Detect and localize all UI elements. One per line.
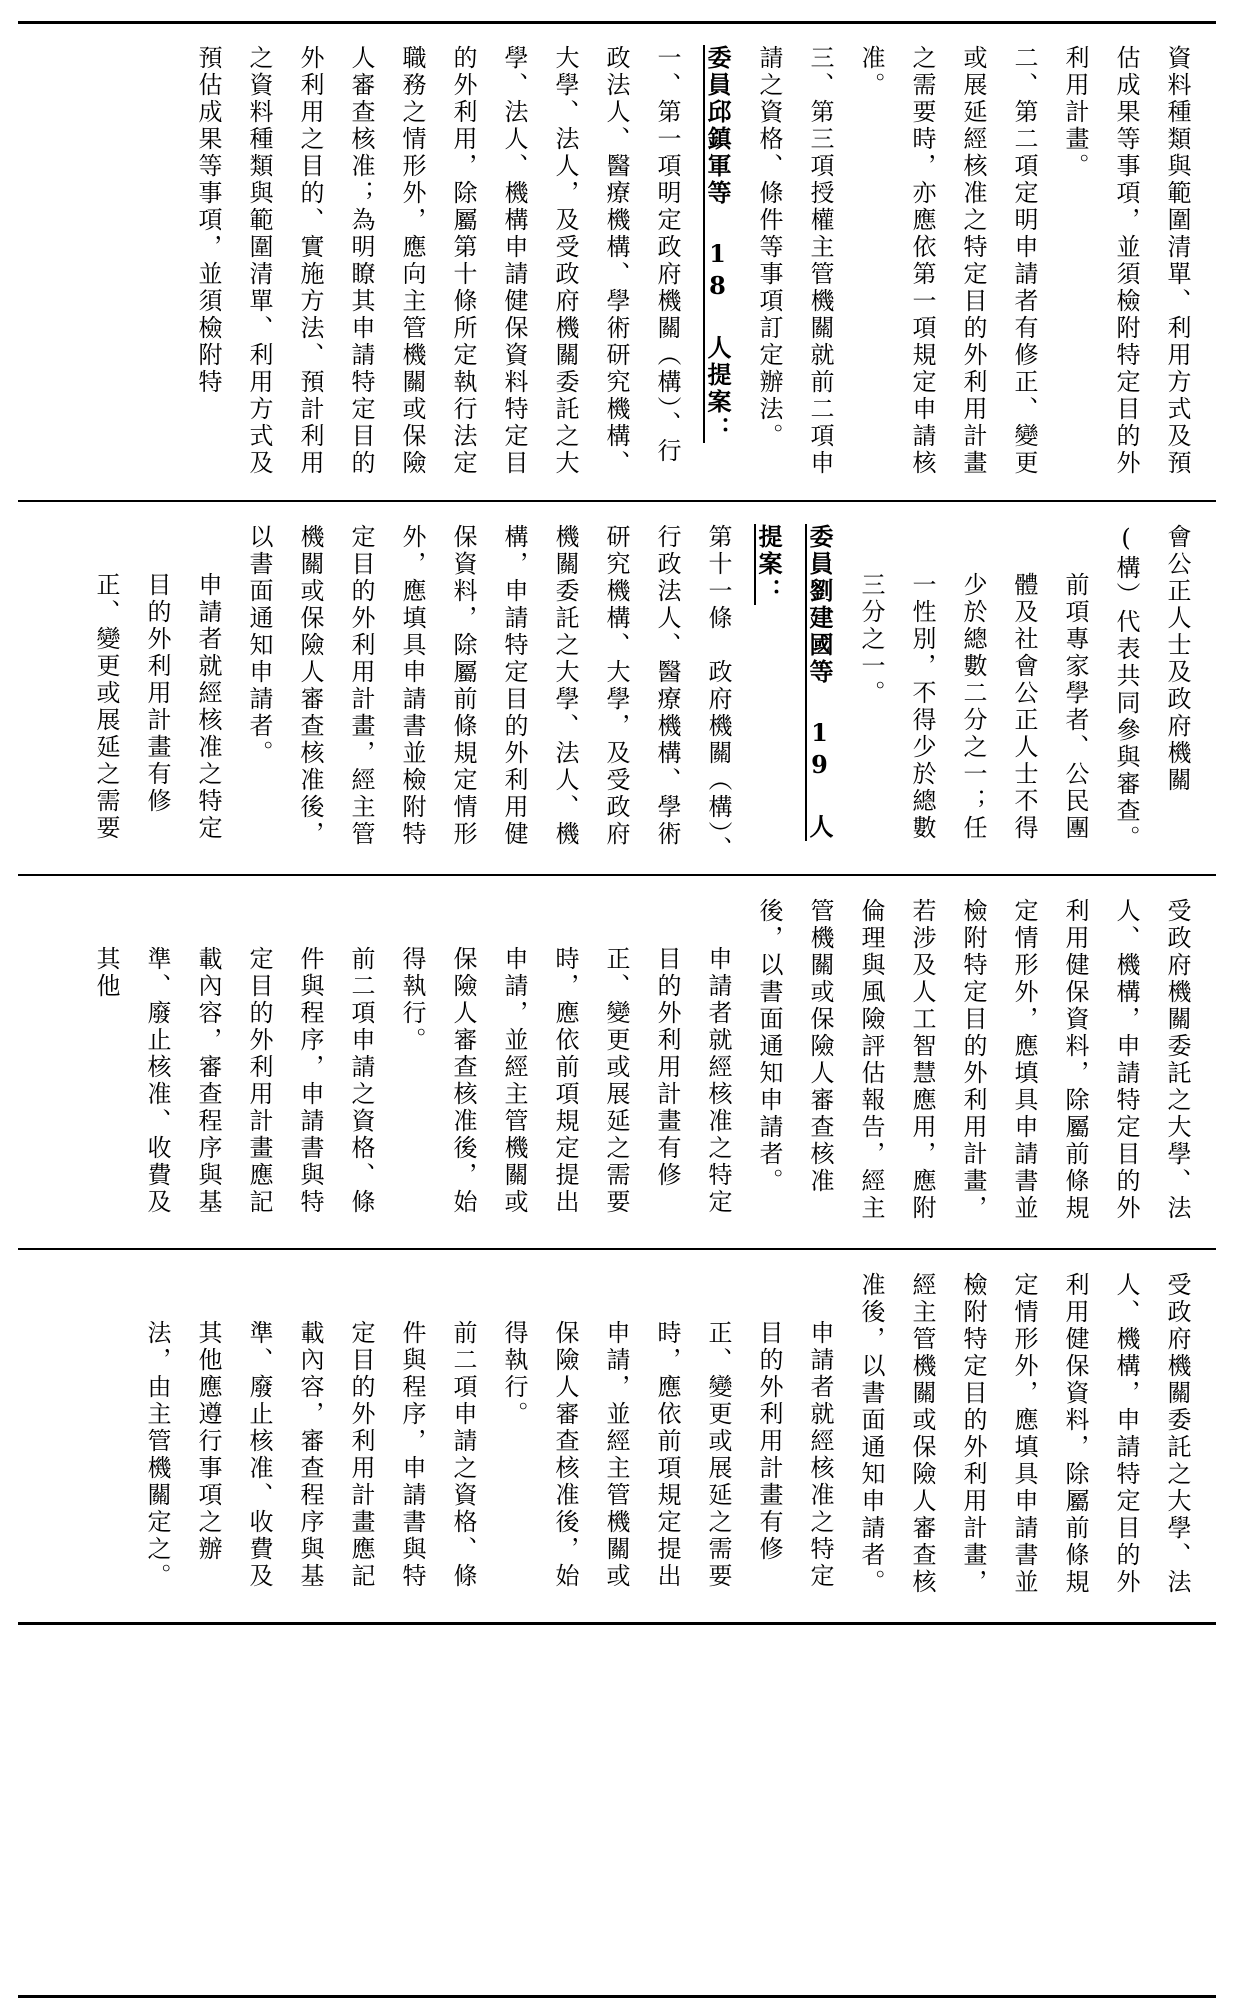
paragraph: 前二項申請之資格、條件與程序，申請書與特定目的外利用計畫應記載內容，審查程序與基準、廢止核准、收費及其他應遵行事項之辦法，由主管機關定之。 [143,1320,477,1590]
column-3-text [18,876,1216,1248]
paragraph: 受政府機關委託之大學、法人、機構，申請特定目的外利用健保資料，除屬前條規定情形外，應填具申請書並檢附特定目的外利用計畫，若涉及人工智慧應用，應附倫理與風險評估報告，經主管機關或保險人審查核准後，以書面通知申請者。 [755,898,1191,1222]
column-1-text [18,23,1216,500]
paragraph: 第十一條 政府機關（構）、行政法人、醫療機構、學術研究機構、大學，及受政府機關委託之大學、法人、機構，申請特定目的外利用健保資料，除屬前條規定情形外，應填具申請書並檢附特定目的外利用計畫，經主管機關或保險人審查核准後，以書面通知申請者。 [245,524,732,863]
page-bottom-rule [18,1995,1216,1998]
proposal-heading: 委員邱鎮軍等 18 人提案： [703,45,732,443]
paragraph: 申請者就經核准之特定目的外利用計畫有修正、變更或展延之需要 [92,572,222,842]
column-1 [18,23,1216,500]
paragraph: 二、第二項定明申請者有修正、變更或展延經核准之特定目的外利用計畫之需要時，亦應依第一項規定申請核准。 [857,45,1038,477]
column-2-text [18,502,1216,874]
paragraph: 會公正人士及政府機關(構）代表共同參與審查。 [1112,524,1191,852]
paragraph: 申請者就經核准之特定目的外利用計畫有修正、變更或展延之需要時，應依前項規定提出申請，並經主管機關或保險人審查核准後，始得執行。 [500,1320,834,1590]
column-3 [18,876,1216,1248]
proposal-heading: 委員劉建國等 19 人提案： [754,524,834,841]
paragraph: 資料種類與範圍清單、利用方式及預估成果等事項，並須檢附特定目的外利用計畫。 [1061,45,1191,477]
paragraph: 前二項申請之資格、條件與程序，申請書與特定目的外利用計畫應記載內容，審查程序與基準、廢止核准、收費及其他 [92,946,375,1216]
table-bottom-rule [18,1622,1216,1625]
column-4-text [18,1250,1216,1622]
column-4 [18,1250,1216,1622]
paragraph: 三、第三項授權主管機關就前二項申請之資格、條件等事項訂定辦法。 [755,45,834,477]
paragraph: 申請者就經核准之特定目的外利用計畫有修正、變更或展延之需要時，應依前項規定提出申請，並經主管機關或保險人審查核准後，始得執行。 [398,946,732,1216]
paragraph: 受政府機關委託之大學、法人、機構，申請特定目的外利用健保資料，除屬前條規定情形外，應填具申請書並檢附特定目的外利用計畫，經主管機關或保險人審查核准後，以書面通知申請者。 [857,1272,1191,1596]
paragraph: 前項專家學者、公民團體及社會公正人士不得少於總數二分之一；任一性別，不得少於總數三分之一。 [857,572,1089,842]
paragraph: 一、第一項明定政府機關（構）、行政法人、醫療機構、學術研究機構、大學、法人，及受政府機關委託之大學、法人、機構申請健保資料特定目的外利用，除屬第十條所定執行法定職務之情形外，應向主管機關或保險人審查核准；為明瞭其申請特定目的外利用之目的、實施方法、預計利用之資料種類與範圍清單、利用方式及預估成果等事項，並須檢附特 [194,45,681,477]
column-2 [18,502,1216,874]
